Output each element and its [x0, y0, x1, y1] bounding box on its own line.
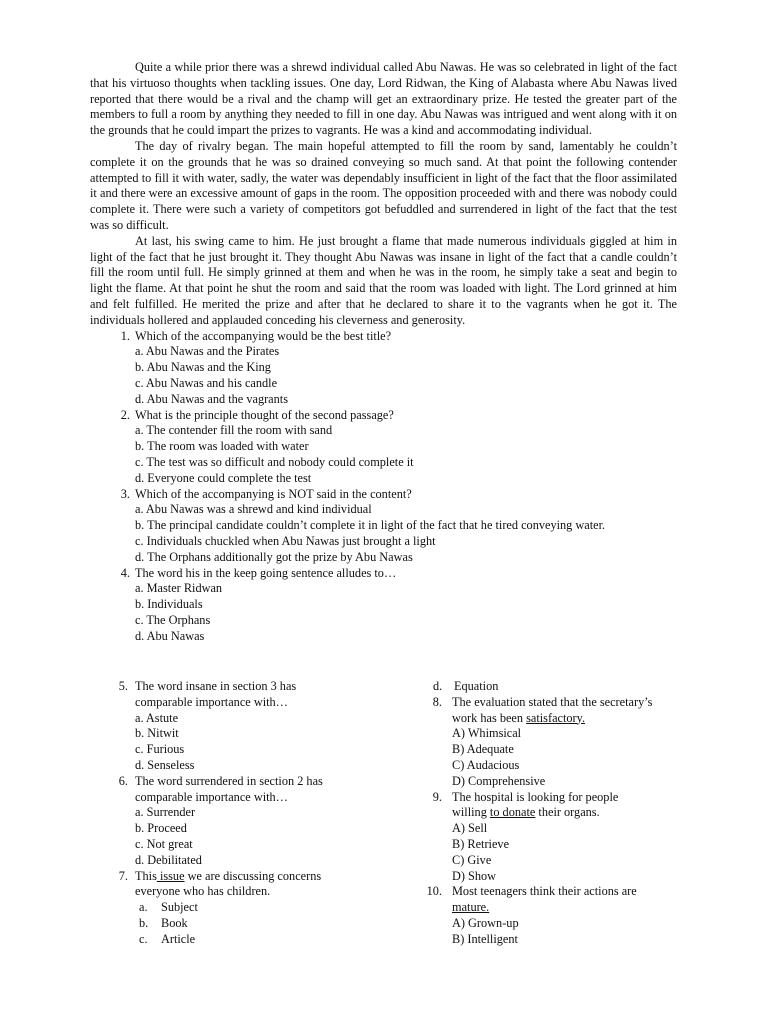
option: B) Adequate	[452, 742, 514, 757]
option: D) Show	[452, 868, 497, 883]
underlined-word: to donate	[489, 805, 536, 820]
option: c. Not great	[135, 836, 193, 851]
option: D) Comprehensive	[452, 773, 546, 788]
question-number: 7.	[118, 868, 128, 883]
option: A) Grown-up	[452, 915, 519, 930]
document-page	[90, 60, 677, 644]
option-text: Book	[161, 915, 188, 930]
option-letter: a.	[139, 900, 148, 915]
question-number: 5.	[118, 679, 128, 693]
option	[90, 932, 350, 948]
question-8	[406, 695, 686, 790]
question-text-part: their organs.	[535, 805, 600, 820]
option-letter: d.	[433, 679, 443, 693]
question-text: The hospital is looking for people	[452, 789, 619, 804]
underlined-word: satisfactory.	[526, 710, 586, 725]
question-text: Which of the accompanying is NOT said in the content?	[135, 486, 412, 501]
question-number: 4.	[120, 565, 130, 580]
option: d. Debilitated	[135, 852, 202, 867]
option: c. The test was so difficult and nobody could complete it	[135, 454, 414, 469]
right-column	[406, 679, 686, 948]
option: C) Give	[452, 852, 492, 867]
option: b. Proceed	[135, 821, 187, 836]
option-text: Subject	[161, 900, 198, 915]
question-4	[90, 566, 677, 645]
option: a. Astute	[135, 710, 179, 725]
option: B) Retrieve	[452, 836, 510, 851]
question-text-cont	[406, 711, 686, 727]
question-text: What is the principle thought of the second passage?	[135, 407, 394, 422]
option	[406, 679, 686, 695]
question-9	[406, 790, 686, 885]
question-3	[90, 487, 677, 566]
question-1	[90, 329, 677, 408]
option: b. Nitwit	[135, 726, 179, 741]
question-text: The word insane in section 3 has	[135, 679, 297, 693]
option: d. Abu Nawas and the vagrants	[135, 391, 288, 406]
option: b. The room was loaded with water	[135, 439, 309, 454]
passage-paragraph-3: At last, his swing came to him. He just brought a flame that made numerous individuals giggled at him in light of the fact that he just brought it. They thought Abu Nawas was insane in light of the fact that a candle couldn’t fill the room until full. He simply grinned at them and when he was in the room, he simply take a seat and begin to light the flame. At that point he shut the room and said that the room was loaded with light. The Lord grinned at him and felt fulfilled. He merited the prize and after that he declared to share it to the vagrants when he got it. The individuals hollered and applauded conceding his cleverness and generosity.	[90, 233, 677, 327]
option: c. Furious	[135, 742, 185, 757]
option: B) Intelligent	[452, 931, 518, 946]
question-number: 1.	[120, 328, 130, 343]
option: b. Abu Nawas and the King	[135, 360, 271, 375]
question-6	[90, 774, 350, 869]
question-number: 3.	[120, 486, 130, 501]
option	[90, 900, 350, 916]
question-10	[406, 884, 686, 947]
question-text: This	[135, 868, 157, 883]
option-text: Equation	[454, 679, 499, 693]
underlined-word: mature.	[452, 900, 490, 915]
option: a. Master Ridwan	[135, 581, 223, 596]
option-letter: b.	[139, 915, 149, 930]
left-column	[90, 679, 350, 948]
question-text: Most teenagers think their actions are	[452, 884, 637, 899]
option: b. The principal candidate couldn’t complete it in light of the fact that he tired conveying water.	[135, 518, 606, 533]
option: d. The Orphans additionally got the prize by Abu Nawas	[135, 549, 413, 564]
passage-paragraph-2: The day of rivalry began. The main hopeful attempted to fill the room by sand, lamentably he couldn’t complete it on the grounds that he was so drained conveying so much sand. At that point the following contender attempted to fill it with water, sadly, the water was dependably insufficient in light of the fact that the floor assimilated it and there were an excessive amount of gaps in the room. The opposition proceeded with and there was nobody could complete it. There were such a variety of competitors got befuddled and surrendered in light of the fact that the test was so difficult.	[90, 138, 677, 232]
option: C) Audacious	[452, 757, 520, 772]
question-2	[90, 408, 677, 487]
question-5	[90, 679, 350, 774]
option: b. Individuals	[135, 597, 203, 612]
option: c. Individuals chuckled when Abu Nawas just brought a light	[135, 533, 436, 548]
option-letter: c.	[139, 931, 148, 946]
option: d. Everyone could complete the test	[135, 470, 312, 485]
question-number: 9.	[432, 789, 442, 804]
underlined-word: issue	[156, 868, 185, 883]
question-text: The evaluation stated that the secretary’s	[452, 694, 653, 709]
question-number: 8.	[432, 694, 442, 709]
option: d. Abu Nawas	[135, 628, 205, 643]
option: c. The Orphans	[135, 612, 211, 627]
question-text: Which of the accompanying would be the best title?	[135, 328, 392, 343]
option: d. Senseless	[135, 757, 195, 772]
question-text: The word surrendered in section 2 has	[135, 773, 323, 788]
question-text-cont: comparable importance with…	[135, 694, 288, 709]
question-text-cont: comparable importance with…	[135, 789, 288, 804]
option: A) Sell	[452, 821, 488, 836]
question-text-part: work has been	[452, 710, 527, 725]
question-number: 6.	[118, 773, 128, 788]
question-text-part: willing	[452, 805, 490, 820]
question-text-rest: we are discussing concerns	[184, 868, 322, 883]
option	[90, 916, 350, 932]
option: a. Abu Nawas was a shrewd and kind individual	[135, 502, 372, 517]
passage-paragraph-1: Quite a while prior there was a shrewd individual called Abu Nawas. He was so celebrated in light of the fact that his virtuoso thoughts when tackling issues. One day, Lord Ridwan, the King of Alabasta where Abu Nawas lived reported that there would be a rival and the champ will get an extraordinary prize. He tested the greater part of the members to full a room by anything they needed to fill in one day. Abu Nawas was intrigued and went along with it on the grounds that he could impart the prizes to vagrants. He was a kind and accommodating individual.	[90, 60, 677, 138]
question-number: 2.	[120, 407, 130, 422]
question-7	[90, 869, 350, 948]
option: a. The contender fill the room with sand	[135, 423, 333, 438]
question-text: The word his in the keep going sentence alludes to…	[135, 565, 397, 580]
option: c. Abu Nawas and his candle	[135, 375, 278, 390]
option: a. Surrender	[135, 805, 196, 820]
option: A) Whimsical	[452, 726, 522, 741]
option-text: Article	[161, 931, 196, 946]
question-text-cont: everyone who has children.	[135, 884, 271, 899]
question-text-cont	[406, 805, 686, 821]
question-text-cont	[406, 900, 686, 916]
question-number: 10.	[426, 884, 442, 899]
option: a. Abu Nawas and the Pirates	[135, 344, 280, 359]
